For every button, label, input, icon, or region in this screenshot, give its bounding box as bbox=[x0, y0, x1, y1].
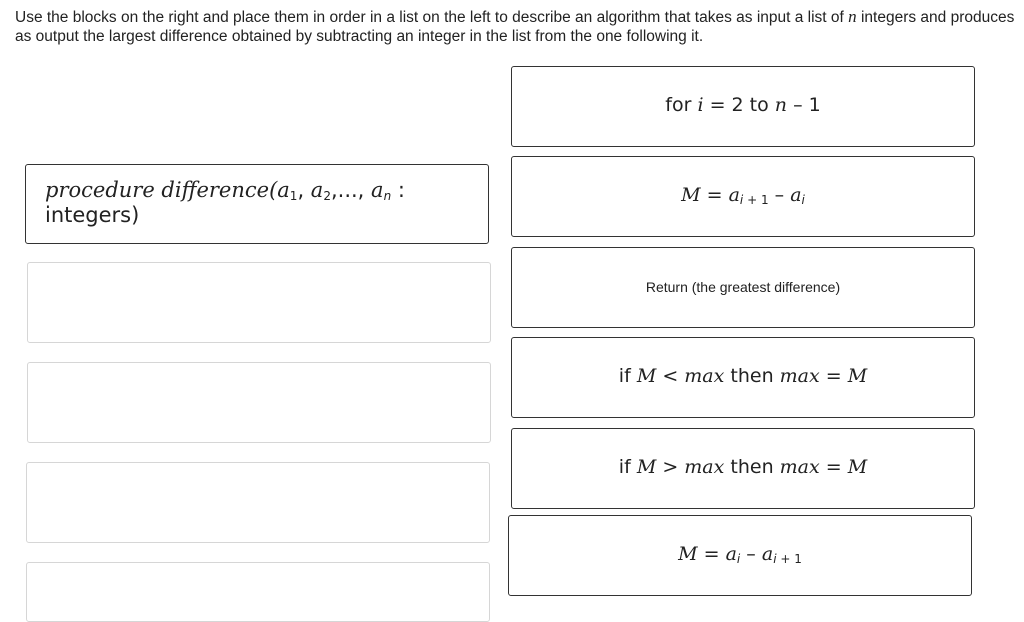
procedure-text: procedure difference(a1, a2,..., an : integers) bbox=[45, 178, 405, 227]
block-return-text: Return (the greatest difference) bbox=[645, 278, 841, 295]
block-m-assign-forward-text: M = ai + 1 – ai bbox=[681, 184, 805, 207]
slot-empty-5[interactable] bbox=[26, 562, 490, 622]
block-if-greater-text: if M > max then max = M bbox=[618, 456, 868, 478]
slot-empty-4[interactable] bbox=[26, 462, 490, 543]
block-m-assign-forward[interactable] bbox=[511, 156, 975, 237]
block-for-loop[interactable] bbox=[511, 66, 975, 147]
block-for-loop-text: for i = 2 to n – 1 bbox=[665, 94, 821, 116]
slot-empty-3[interactable] bbox=[27, 362, 491, 443]
block-if-less-text: if M < max then max = M bbox=[618, 365, 868, 387]
instructions: Use the blocks on the right and place them in order in a list on the left to describe an algorithm that takes as input a list of n integers and produces as output the largest difference obtained by subtracting an integer in the list from the one following it. bbox=[15, 7, 1015, 45]
slot-empty-2[interactable] bbox=[27, 262, 491, 343]
block-m-assign-backward-text: M = ai – ai + 1 bbox=[678, 543, 802, 566]
block-return[interactable] bbox=[511, 247, 975, 328]
block-if-less[interactable] bbox=[511, 337, 975, 418]
block-m-assign-backward[interactable] bbox=[508, 515, 972, 596]
slot-procedure[interactable] bbox=[25, 164, 489, 244]
block-if-greater[interactable] bbox=[511, 428, 975, 509]
